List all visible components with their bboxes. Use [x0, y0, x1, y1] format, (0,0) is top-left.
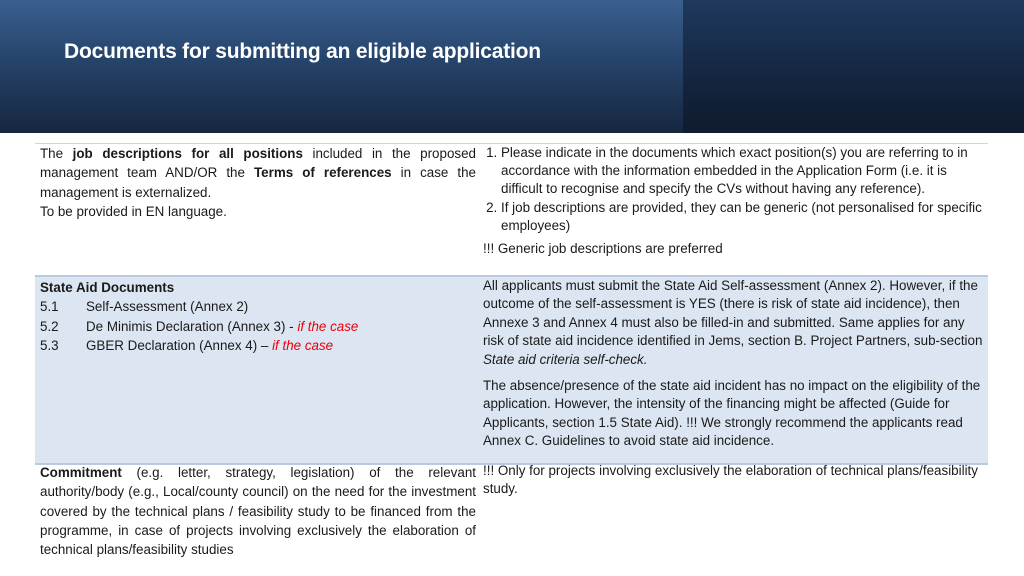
state-aid-paragraph-1 [483, 277, 983, 369]
list-item: 2. If job descriptions are provided, they can be generic (not personalised for specific employees) [501, 199, 983, 235]
row3-right-cell [483, 462, 983, 499]
row1-left-cell [40, 144, 476, 221]
state-aid-paragraph-2: The absence/presence of the state aid incident has no impact on the eligibility of the application. However, the intensity of the financing might be affected (Guide for Applicants, section 1.5 State Aid). !!! We strongly recommend the applicants read Annex C. Guidelines to avoid state aid incidence. [483, 378, 981, 449]
bold-heading: State Aid Documents [40, 280, 175, 295]
if-the-case-note: if the case [297, 318, 359, 334]
job-description-guidance-list [483, 144, 983, 235]
text-span: All applicants must submit the State Aid Self-assessment (Annex 2). However, if the outcome of the self-assessment is YES (there is risk of state aid incidence), then Annexe 3 and Annex 4 must also be filled-in and submitted. Same applies for any risk of state aid incidence identified in Jems, section B. Project Partners, sub-section [483, 278, 983, 349]
row3-left-cell [40, 463, 476, 559]
commitment-note: !!! Only for projects involving exclusively the elaboration of technical plans/feasibility study. [483, 463, 978, 497]
language-requirement: To be provided in EN language. [40, 203, 227, 219]
item-text: GBER Declaration (Annex 4) – [86, 337, 273, 353]
item-number: 5.1 [40, 299, 59, 315]
table-row-state-aid [35, 275, 988, 465]
item-number: 5.2 [40, 318, 59, 334]
text-span: included in the proposed management team AND/OR the [40, 146, 476, 181]
row1-right-cell [483, 144, 983, 258]
bold-job-descriptions: job descriptions for all positions [72, 146, 303, 161]
state-aid-heading [40, 278, 476, 297]
list-item: 1. Please indicate in the documents which exact position(s) you are referring to in accordance with the information embedded in the Application Form (i.e. it is difficult to recognise and specify the CVs without having any reference). [501, 144, 983, 199]
text-span: The [40, 146, 73, 161]
item-number: 5.3 [40, 337, 59, 353]
job-descriptions-text [40, 144, 476, 202]
generic-note: !!! Generic job descriptions are preferred [483, 241, 723, 257]
row2-left-cell [40, 278, 476, 355]
table-row-commitment [35, 462, 988, 576]
item-text: Self-Assessment (Annex 2) [86, 299, 249, 315]
italic-subsection: State aid criteria self-check. [483, 351, 648, 367]
banner-dark-panel [683, 0, 1024, 133]
text-span: in case the management is externalized. [40, 165, 476, 200]
state-aid-item [40, 317, 476, 336]
item-text: De Minimis Declaration (Annex 3) - [86, 318, 298, 334]
bold-terms-of-references: Terms of references [253, 165, 392, 181]
slide-title: Documents for submitting an eligible application [64, 40, 541, 63]
state-aid-item [40, 297, 476, 316]
commitment-text [40, 463, 476, 559]
text-span: (e.g. letter, strategy, legislation) of the relevant authority/body (e.g., Local/county council) on the need for the investment covered by the technical plans / feasibility study to be financed from the programme, in case of projects involving exclusively the elaboration of technical plans/feasibility studies [40, 465, 476, 558]
bold-commitment: Commitment [40, 465, 122, 480]
if-the-case-note: if the case [272, 337, 334, 353]
state-aid-item [40, 336, 476, 355]
row2-right-cell [483, 277, 983, 451]
table-row-job-descriptions [35, 143, 988, 276]
title-banner [0, 0, 1024, 133]
